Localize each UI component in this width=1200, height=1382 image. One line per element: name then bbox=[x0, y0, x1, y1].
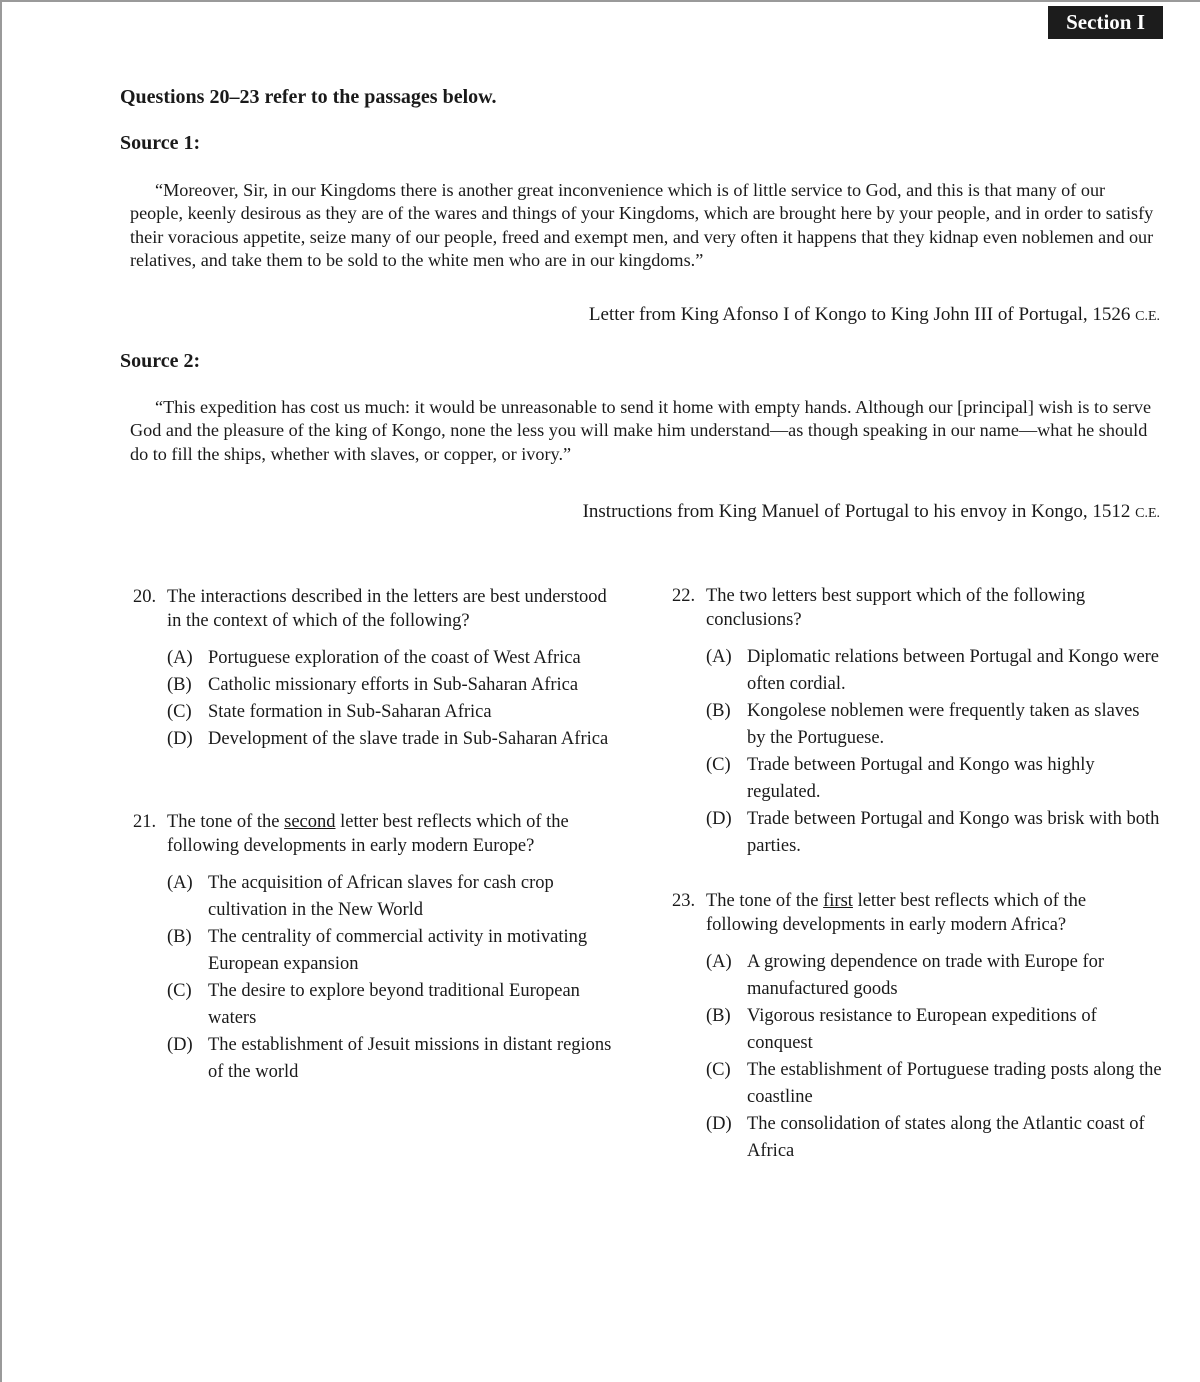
option-letter: (D) bbox=[706, 1114, 732, 1134]
question-22 bbox=[672, 584, 1162, 860]
option-text: The consolidation of states along the Atlantic coast of Africa bbox=[747, 1114, 1145, 1161]
question-21 bbox=[133, 810, 623, 1086]
question-stem bbox=[672, 889, 1162, 937]
option-letter: (C) bbox=[706, 755, 731, 775]
option-letter: (C) bbox=[706, 1060, 731, 1080]
option-text: The acquisition of African slaves for cash crop cultivation in the New World bbox=[208, 873, 554, 920]
emphasis-word: first bbox=[823, 891, 853, 911]
section-badge bbox=[1048, 6, 1163, 39]
option-text: Catholic missionary efforts in Sub-Saharan Africa bbox=[208, 675, 579, 695]
answer-option-d[interactable] bbox=[167, 726, 623, 753]
option-text: A growing dependence on trade with Europe for manufactured goods bbox=[747, 952, 1105, 999]
question-text: The tone of the second letter best reflects which of the following developments in early modern Europe? bbox=[167, 812, 569, 856]
option-text: Kongolese noblemen were frequently taken as slaves by the Portuguese. bbox=[747, 701, 1140, 748]
question-number: 22. bbox=[672, 586, 696, 606]
answer-option-c[interactable] bbox=[167, 978, 623, 1032]
emphasis-word: second bbox=[284, 812, 336, 832]
option-letter: (D) bbox=[706, 809, 732, 829]
answer-options bbox=[706, 644, 1162, 860]
source-1-citation bbox=[589, 304, 1160, 326]
question-stem bbox=[133, 585, 623, 633]
source-2-citation bbox=[583, 501, 1160, 523]
question-number: 21. bbox=[133, 812, 157, 832]
answer-option-a[interactable] bbox=[167, 870, 623, 924]
question-text: The tone of the first letter best reflects which of the following developments in early modern Africa? bbox=[706, 891, 1087, 935]
citation-era: C.E. bbox=[1135, 506, 1160, 521]
option-text: The establishment of Jesuit missions in distant regions of the world bbox=[208, 1035, 612, 1082]
option-letter: (C) bbox=[167, 702, 192, 722]
answer-option-c[interactable] bbox=[706, 752, 1162, 806]
answer-option-a[interactable] bbox=[706, 949, 1162, 1003]
answer-option-d[interactable] bbox=[167, 1032, 623, 1086]
answer-options bbox=[167, 870, 623, 1086]
source-1-quote: “Moreover, Sir, in our Kingdoms there is another great inconvenience which is of little service to God, and this is that many of our people, keenly desirous as they are of the wares and things of your Kingdoms, which are brought here by your people, and in order to satisfy their voracious appetite, seize many of our people, freed and exempt men, and very often it happens that they kidnap even noblemen and our relatives, and take them to be sold to the white men who are in our kingdoms.” bbox=[130, 180, 1154, 270]
option-text: Portuguese exploration of the coast of West Africa bbox=[208, 648, 581, 668]
question-stem bbox=[672, 584, 1162, 632]
option-letter: (B) bbox=[167, 675, 192, 695]
answer-option-c[interactable] bbox=[167, 699, 623, 726]
answer-option-b[interactable] bbox=[706, 698, 1162, 752]
option-letter: (B) bbox=[706, 701, 731, 721]
question-stem bbox=[133, 810, 623, 858]
option-text: Diplomatic relations between Portugal and Kongo were often cordial. bbox=[747, 647, 1160, 694]
question-number: 20. bbox=[133, 587, 157, 607]
answer-option-b[interactable] bbox=[167, 924, 623, 978]
option-text: The desire to explore beyond traditional European waters bbox=[208, 981, 580, 1028]
option-text: Vigorous resistance to European expeditions of conquest bbox=[747, 1006, 1097, 1053]
answer-options bbox=[167, 645, 623, 753]
option-text: Trade between Portugal and Kongo was brisk with both parties. bbox=[747, 809, 1160, 856]
option-letter: (A) bbox=[167, 648, 193, 668]
page-border-top bbox=[0, 0, 1200, 2]
citation-text: Instructions from King Manuel of Portugal to his envoy in Kongo, 1512 bbox=[582, 501, 1131, 522]
answer-option-b[interactable] bbox=[706, 1003, 1162, 1057]
question-text: The interactions described in the letters are best understood in the context of which of the following? bbox=[167, 587, 607, 631]
option-letter: (A) bbox=[167, 873, 193, 893]
option-text: The centrality of commercial activity in motivating European expansion bbox=[208, 927, 588, 974]
source-1-label: Source 1: bbox=[120, 132, 201, 154]
questions-intro: Questions 20–23 refer to the passages below. bbox=[120, 86, 497, 108]
citation-era: C.E. bbox=[1135, 309, 1160, 324]
answer-options bbox=[706, 949, 1162, 1165]
option-letter: (D) bbox=[167, 1035, 193, 1055]
section-label: Section I bbox=[1066, 10, 1145, 34]
option-letter: (B) bbox=[167, 927, 192, 947]
option-letter: (B) bbox=[706, 1006, 731, 1026]
option-letter: (A) bbox=[706, 647, 732, 667]
source-2-quote: “This expedition has cost us much: it would be unreasonable to send it home with empty hands. Although our [principal] wish is to serve God and the pleasure of the king of Kongo, none the less you will make him understand—as though speaking in our name—what he should do to fill the ships, whether with slaves, or copper, or ivory.” bbox=[130, 397, 1152, 464]
option-text: The establishment of Portuguese trading posts along the coastline bbox=[747, 1060, 1162, 1107]
question-23 bbox=[672, 889, 1162, 1165]
answer-option-c[interactable] bbox=[706, 1057, 1162, 1111]
option-letter: (D) bbox=[167, 729, 193, 749]
answer-option-a[interactable] bbox=[706, 644, 1162, 698]
answer-option-d[interactable] bbox=[706, 1111, 1162, 1165]
answer-option-b[interactable] bbox=[167, 672, 623, 699]
option-text: State formation in Sub-Saharan Africa bbox=[208, 702, 492, 722]
question-number: 23. bbox=[672, 891, 696, 911]
option-letter: (C) bbox=[167, 981, 192, 1001]
option-text: Trade between Portugal and Kongo was highly regulated. bbox=[747, 755, 1095, 802]
option-letter: (A) bbox=[706, 952, 732, 972]
source-2-label: Source 2: bbox=[120, 350, 201, 372]
option-text: Development of the slave trade in Sub-Saharan Africa bbox=[208, 729, 609, 749]
question-text: The two letters best support which of the following conclusions? bbox=[706, 586, 1086, 630]
page-border-left bbox=[0, 0, 2, 1382]
citation-text: Letter from King Afonso I of Kongo to King John III of Portugal, 1526 bbox=[588, 304, 1131, 325]
answer-option-a[interactable] bbox=[167, 645, 623, 672]
question-20 bbox=[133, 585, 623, 753]
answer-option-d[interactable] bbox=[706, 806, 1162, 860]
